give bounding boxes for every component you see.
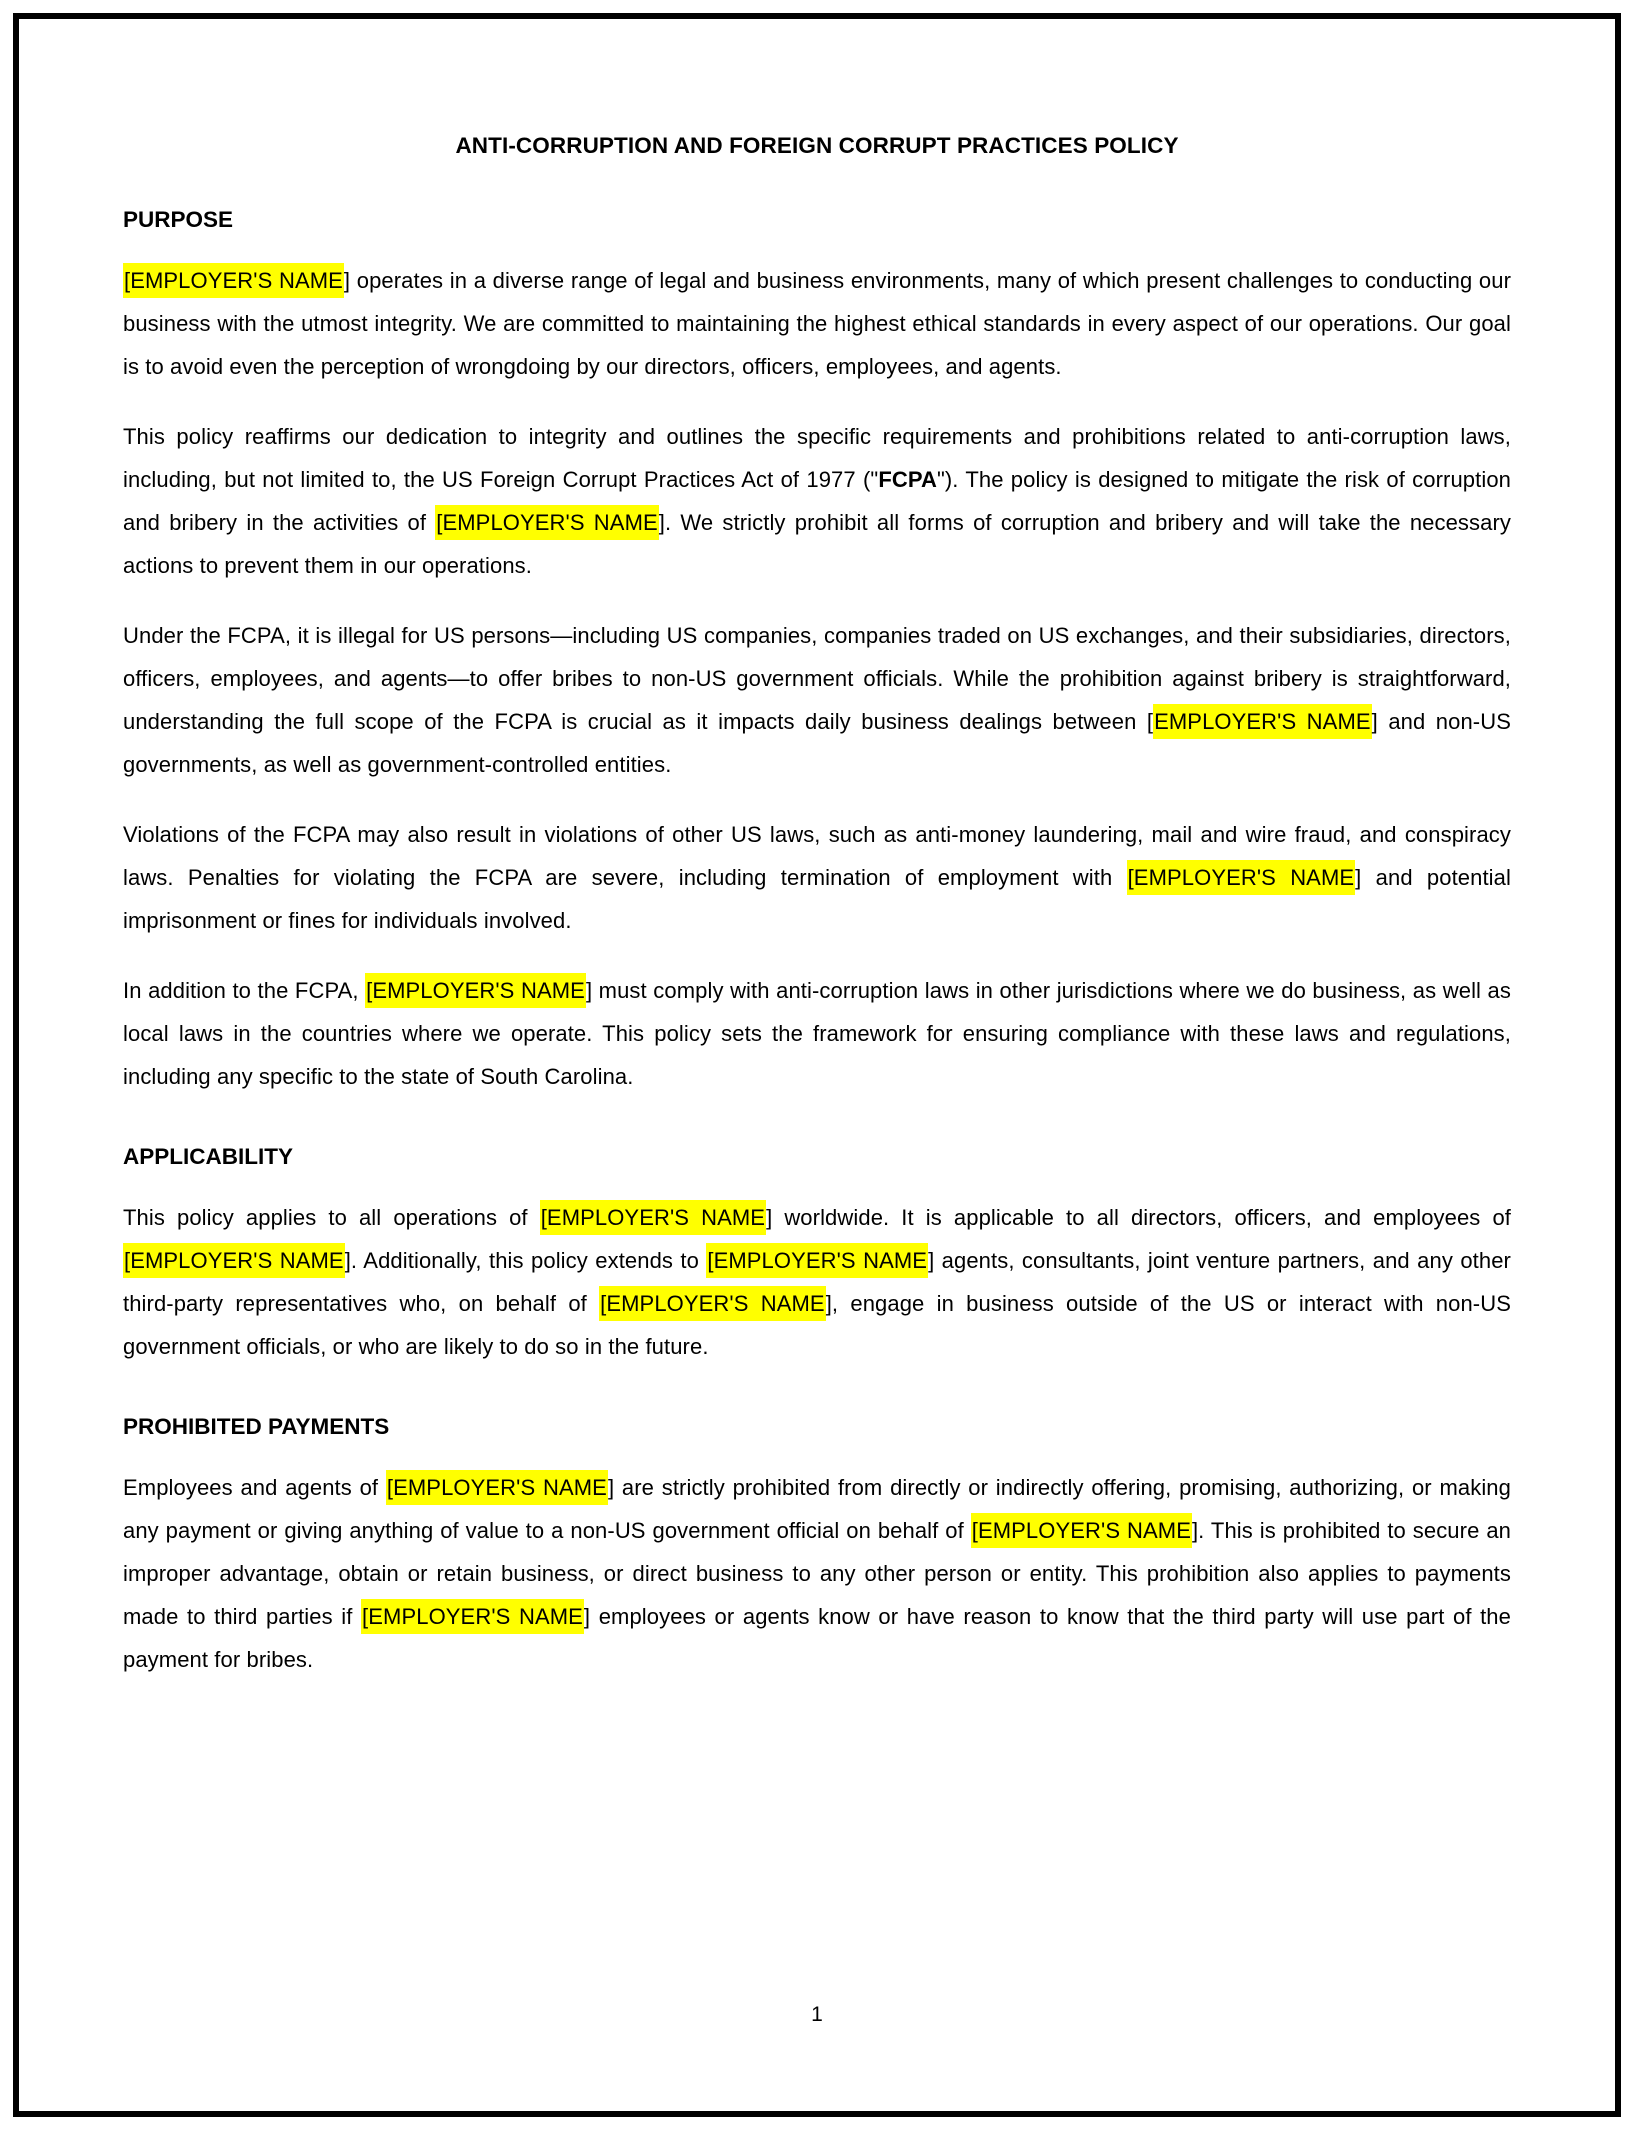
paragraph: Employees and agents of [EMPLOYER'S NAME] are strictly prohibited from directly or indirectly offering, promising, authorizing, or making any payment or giving anything of value to a non-US government official on behalf of [EMPLOYER'S NAME]. This is prohibited to secure an improper advantage, obtain or retain business, or direct business to any other person or entity. This prohibition also applies to payments made to third parties if [EMPLOYER'S NAME] employees or agents know or have reason to know that the third party will use part of the payment for bribes. xyxy=(123,1466,1511,1681)
paragraph: [EMPLOYER'S NAME] operates in a diverse range of legal and business environments, many of which present challenges to conducting our business with the utmost integrity. We are committed to maintaining the highest ethical standards in every aspect of our operations. Our goal is to avoid even the perception of wrongdoing by our directors, officers, employees, and agents. xyxy=(123,259,1511,388)
highlighted-placeholder: [EMPLOYER'S NAME xyxy=(599,1286,826,1321)
section-heading-prohibited-payments: PROHIBITED PAYMENTS xyxy=(123,1414,390,1439)
section-heading-purpose: PURPOSE xyxy=(123,207,234,232)
highlighted-placeholder: EMPLOYER'S NAME xyxy=(1153,704,1372,739)
highlighted-placeholder: [EMPLOYER'S NAME xyxy=(386,1470,608,1505)
highlighted-placeholder: [EMPLOYER'S NAME xyxy=(971,1513,1192,1548)
section-heading-applicability: APPLICABILITY xyxy=(123,1144,294,1169)
document-content xyxy=(19,19,1615,1681)
paragraph: In addition to the FCPA, [EMPLOYER'S NAME] must comply with anti-corruption laws in other jurisdictions where we do business, as well as local laws in the countries where we operate. This policy sets the framework for ensuring compliance with these laws and regulations, including any specific to the state of South Carolina. xyxy=(123,969,1511,1098)
highlighted-placeholder: [EMPLOYER'S NAME xyxy=(540,1200,766,1235)
highlighted-placeholder: [EMPLOYER'S NAME xyxy=(435,505,659,540)
highlighted-placeholder: [EMPLOYER'S NAME xyxy=(706,1243,928,1278)
document-page xyxy=(13,13,1621,2117)
section-applicability xyxy=(123,1142,1511,1368)
paragraph: Under the FCPA, it is illegal for US persons—including US companies, companies traded on US exchanges, and their subsidiaries, directors, officers, employees, and agents—to offer bribes to non-US government officials. While the prohibition against bribery is straightforward, understanding the full scope of the FCPA is crucial as it impacts daily business dealings between [EMPLOYER'S NAME] and non-US governments, as well as government-controlled entities. xyxy=(123,623,1511,777)
section-prohibited-payments xyxy=(123,1412,1511,1681)
highlighted-placeholder: [EMPLOYER'S NAME xyxy=(123,1243,345,1278)
highlighted-placeholder: [EMPLOYER'S NAME xyxy=(365,973,586,1008)
page-number: 1 xyxy=(811,2003,823,2026)
section-purpose xyxy=(123,205,1511,1098)
highlighted-placeholder: [EMPLOYER'S NAME xyxy=(123,263,344,298)
paragraph: Violations of the FCPA may also result in violations of other US laws, such as anti-money laundering, mail and wire fraud, and conspiracy laws. Penalties for violating the FCPA are severe, including termination of employment with [EMPLOYER'S NAME] and potential imprisonment or fines for individuals involved. xyxy=(123,822,1511,933)
paragraph: This policy applies to all operations of [EMPLOYER'S NAME] worldwide. It is applicable to all directors, officers, and employees of [EMPLOYER'S NAME]. Additionally, this policy extends to [EMPLOYER'S NAME] agents, consultants, joint venture partners, and any other third-party representatives who, on behalf of [EMPLOYER'S NAME], engage in business outside of the US or interact with non-US government officials, or who are likely to do so in the future. xyxy=(123,1196,1511,1368)
highlighted-placeholder: [EMPLOYER'S NAME xyxy=(361,1599,584,1634)
highlighted-placeholder: [EMPLOYER'S NAME xyxy=(1127,860,1356,895)
document-title: ANTI-CORRUPTION AND FOREIGN CORRUPT PRACTICES POLICY xyxy=(455,133,1179,158)
paragraph: This policy reaffirms our dedication to integrity and outlines the specific requirements and prohibitions related to anti-corruption laws, including, but not limited to, the US Foreign Corrupt Practices Act of 1977 ("FCPA"). The policy is designed to mitigate the risk of corruption and bribery in the activities of [EMPLOYER'S NAME]. We strictly prohibit all forms of corruption and bribery and will take the necessary actions to prevent them in our operations. xyxy=(123,424,1511,578)
